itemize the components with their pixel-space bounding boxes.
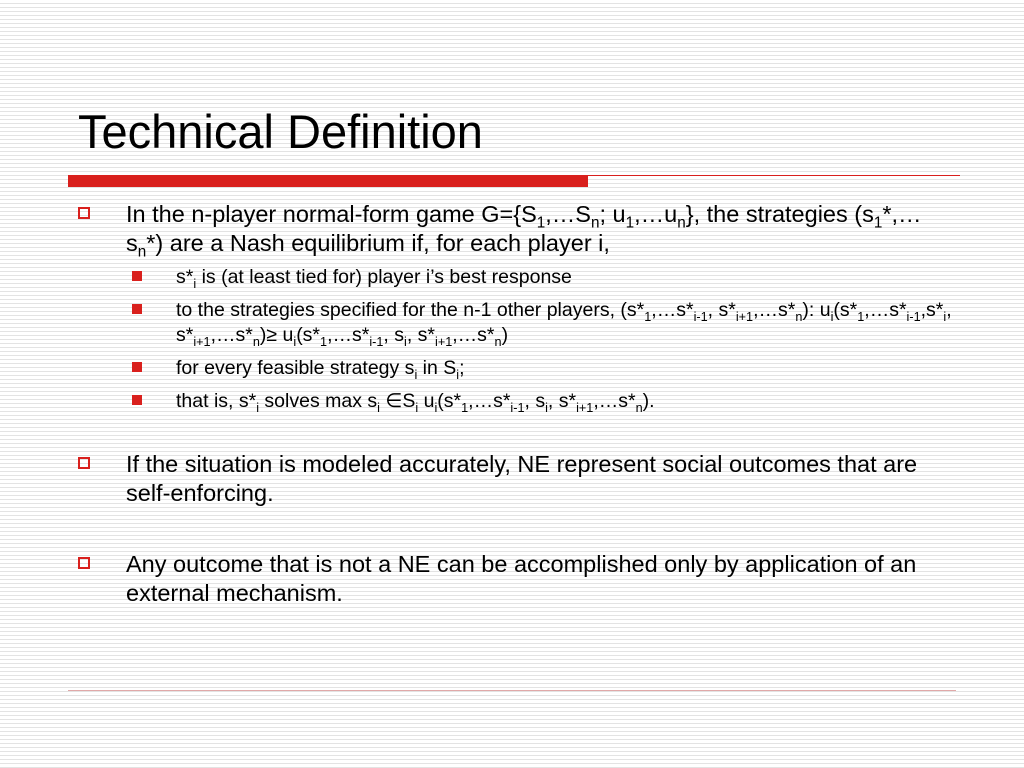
sub-bullet-point bbox=[76, 298, 956, 348]
filled-square-bullet-icon bbox=[132, 271, 142, 281]
title-underline-bar bbox=[68, 175, 588, 187]
hollow-square-bullet-icon bbox=[78, 457, 90, 469]
bullet-text: If the situation is modeled accurately, NE represent social outcomes that are self-enforcing. bbox=[126, 451, 918, 506]
hollow-square-bullet-icon bbox=[78, 557, 90, 569]
bullet-text: In the n-player normal-form game $G=\{S_1,\dots S_n$; $u_1,\dots u_n$}, the strategies $(s_1*,\dots s_n*)$ are a Nash equilibrium if, for each player i, bbox=[126, 201, 922, 261]
filled-square-bullet-icon bbox=[132, 304, 142, 314]
sub-bullet-text: $s*_i$ is (at least tied for) player i’s best response bbox=[176, 266, 572, 291]
slide-title: Technical Definition bbox=[78, 105, 483, 158]
slide-body bbox=[76, 200, 956, 608]
bullet-point bbox=[76, 450, 956, 508]
title-underline-thin-rule bbox=[588, 175, 960, 176]
filled-square-bullet-icon bbox=[132, 395, 142, 405]
sub-bullet-point bbox=[76, 356, 956, 381]
sub-bullet-point bbox=[76, 265, 956, 290]
footer-divider bbox=[68, 690, 956, 691]
sub-bullet-text: that is, $s*_i$ solves $\max s_i$ $\in S_i$ $u_i(s*_1,\dots s*_{i-1}$, $s_i$, $s*_{i+1},\dots s*_n$). bbox=[176, 390, 655, 415]
filled-square-bullet-icon bbox=[132, 362, 142, 372]
sub-bullet-point bbox=[76, 389, 956, 414]
sub-bullet-text: for every feasible strategy $s_i$ in $S_i$; bbox=[176, 357, 465, 382]
hollow-square-bullet-icon bbox=[78, 207, 90, 219]
sub-bullet-text: to the strategies specified for the n-1 other players, ($s*_1,\dots s*_{i-1}$, $s*_{i+1},\dots s*_n$): $u_i(s*_1,\dots s*_{i-1},s*_i$, $s*_{i+1},\dots s*_n)\ge$ $u_i(s*_1,\dots s*_{i-1}$, $s_i$, $s*_{i+1},\dots s*_n$) bbox=[176, 299, 952, 349]
bullet-point bbox=[76, 550, 956, 608]
bullet-point bbox=[76, 200, 956, 261]
bullet-text: Any outcome that is not a NE can be accomplished only by application of an external mechanism. bbox=[126, 551, 917, 606]
